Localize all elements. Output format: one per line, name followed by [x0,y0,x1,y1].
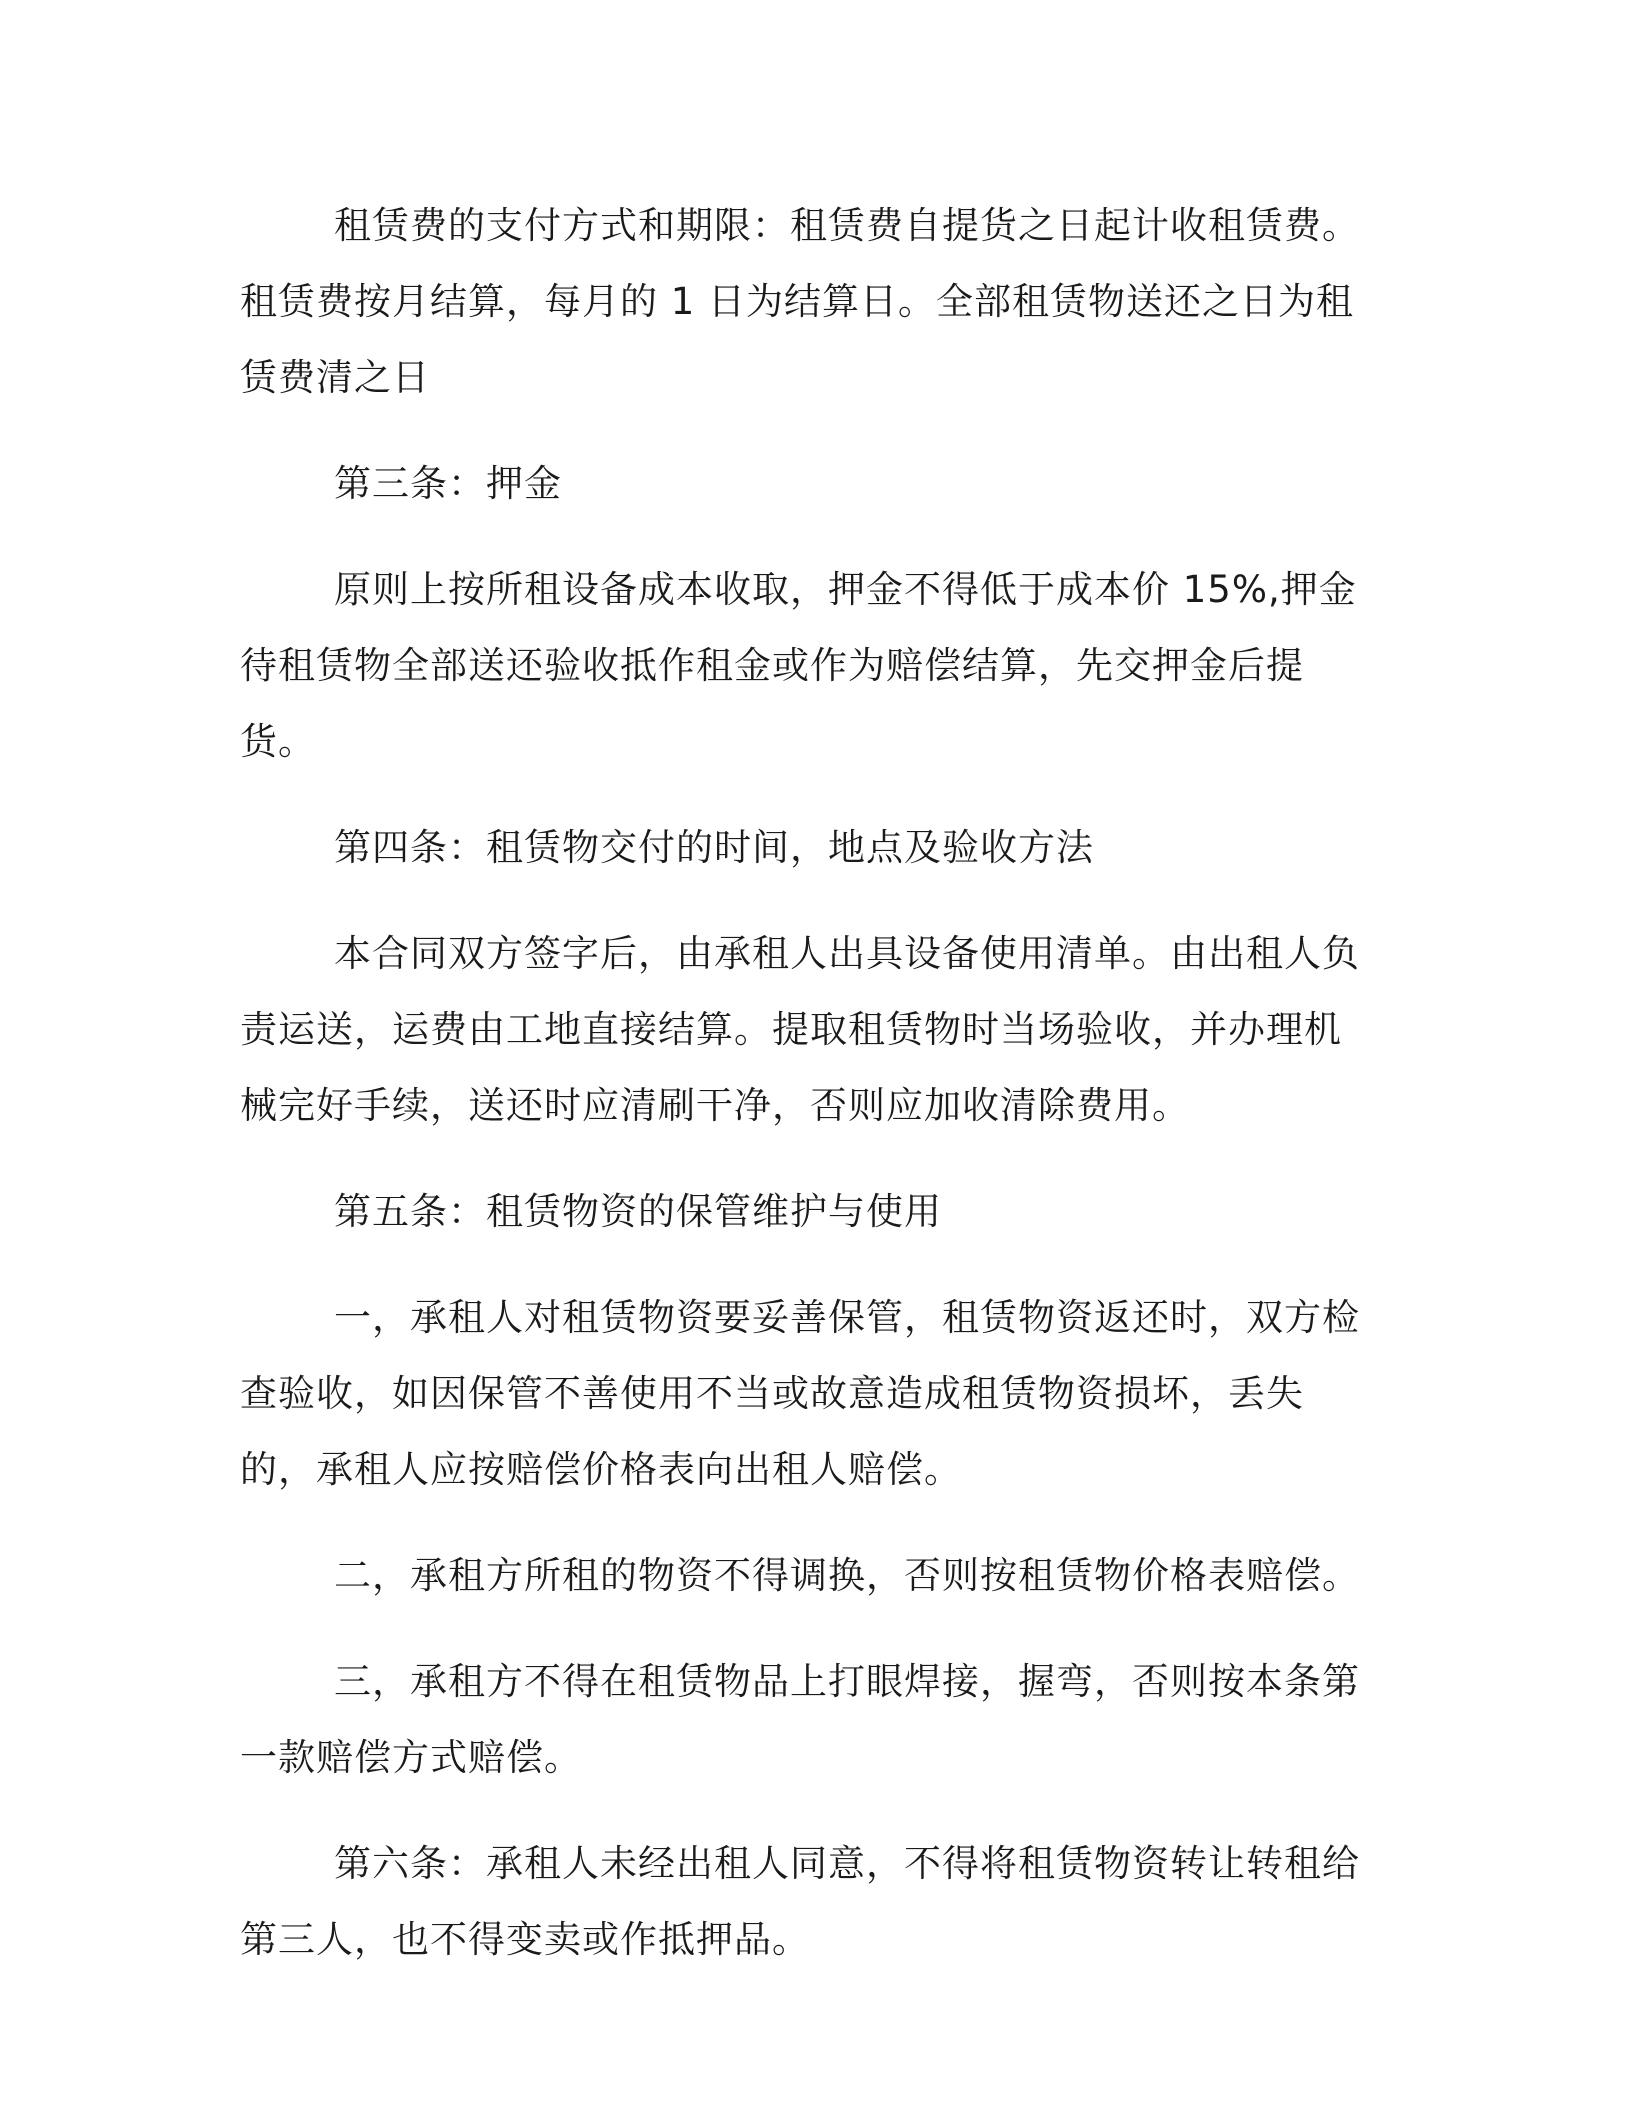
paragraph-deposit: 原则上按所租设备成本收取，押金不得低于成本价 15%,押金待租赁物全部送还验收抵作租金或作为赔偿结算，先交押金后提货。 [240,568,1357,763]
heading-article-3: 第三条：押金 [334,462,562,505]
heading-article-5: 第五条：租赁物资的保管维护与使用 [334,1190,942,1233]
paragraph-custody-1: 一，承租人对租赁物资要妥善保管，租赁物资返还时，双方检查验收，如因保管不善使用不当或故意造成租赁物资损坏，丢失的，承租人应按赔偿价格表向出租人赔偿。 [240,1296,1360,1491]
paragraph-article-6: 第六条：承租人未经出租人同意，不得将租赁物资转让转租给第三人，也不得变卖或作抵押品。 [240,1842,1360,1961]
paragraph-custody-3: 三，承租方不得在租赁物品上打眼焊接，握弯，否则按本条第一款赔偿方式赔偿。 [240,1660,1360,1779]
document-page [240,188,1375,1978]
paragraph-delivery: 本合同双方签字后，由承租人出具设备使用清单。由出租人负责运送，运费由工地直接结算。提取租赁物时当场验收，并办理机械完好手续，送还时应清刷干净，否则应加收清除费用。 [240,932,1360,1127]
paragraph-payment-terms: 租赁费的支付方式和期限：租赁费自提货之日起计收租赁费。租赁费按月结算，每月的 1 日为结算日。全部租赁物送还之日为租赁费清之日 [240,204,1360,399]
heading-article-4: 第四条：租赁物交付的时间，地点及验收方法 [334,826,1094,869]
paragraph-custody-2: 二，承租方所租的物资不得调换，否则按租赁物价格表赔偿。 [334,1554,1360,1597]
